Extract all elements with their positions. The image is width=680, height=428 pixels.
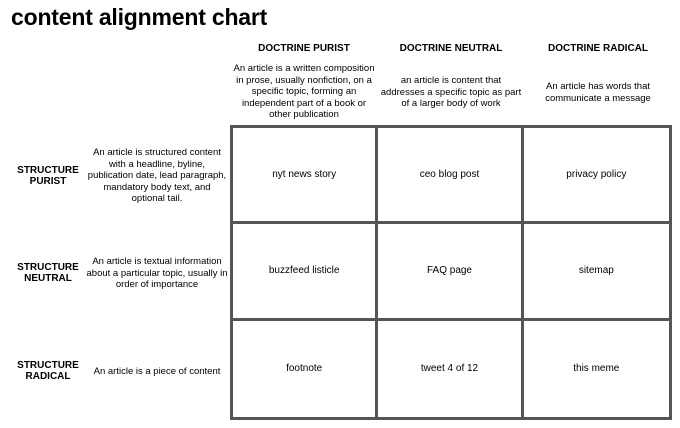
grid-cell: buzzfeed listicle [233, 224, 378, 320]
row-description-structure-neutral: An article is textual information about a particular topic, usually in order of importance [86, 256, 228, 290]
column-description-doctrine-purist: An article is a written composition in prose, usually nonfiction, on a specific topic, forming an independent part of a book or other publication [233, 63, 375, 120]
row-title-line: PURIST [29, 176, 67, 187]
grid-cell: sitemap [524, 224, 669, 320]
row-description-structure-purist: An article is structured content with a headline, byline, publication date, lead paragraph, mandatory body text, and optional tail. [87, 147, 227, 204]
alignment-grid [230, 125, 672, 420]
row-description-structure-radical: An article is a piece of content [93, 366, 221, 377]
row-title-line: STRUCTURE [17, 262, 79, 273]
row-title-line: STRUCTURE [17, 165, 79, 176]
column-description-doctrine-neutral: an article is content that addresses a specific topic as part of a larger body of work [380, 75, 522, 109]
column-title-doctrine-purist: DOCTRINE PURIST [258, 43, 350, 54]
row-title-line: STRUCTURE [17, 360, 79, 371]
row-title-line: RADICAL [25, 371, 71, 382]
row-title-structure-radical [10, 360, 86, 382]
column-title-doctrine-neutral: DOCTRINE NEUTRAL [399, 43, 503, 54]
column-title-doctrine-radical: DOCTRINE RADICAL [548, 43, 648, 54]
grid-cell: footnote [233, 321, 378, 417]
grid-cell: this meme [573, 363, 620, 375]
row-title-structure-neutral [10, 262, 86, 284]
grid-cell: nyt news story [233, 128, 378, 224]
grid-cell: tweet 4 of 12 [378, 321, 523, 417]
row-title-line: NEUTRAL [24, 273, 72, 284]
row-title-structure-purist [10, 165, 86, 187]
column-description-doctrine-radical: An article has words that communicate a message [545, 81, 651, 104]
grid-cell: privacy policy [524, 128, 669, 224]
chart-title: content alignment chart [11, 4, 268, 30]
grid-cell: FAQ page [378, 224, 523, 320]
grid-cell: ceo blog post [378, 128, 523, 224]
